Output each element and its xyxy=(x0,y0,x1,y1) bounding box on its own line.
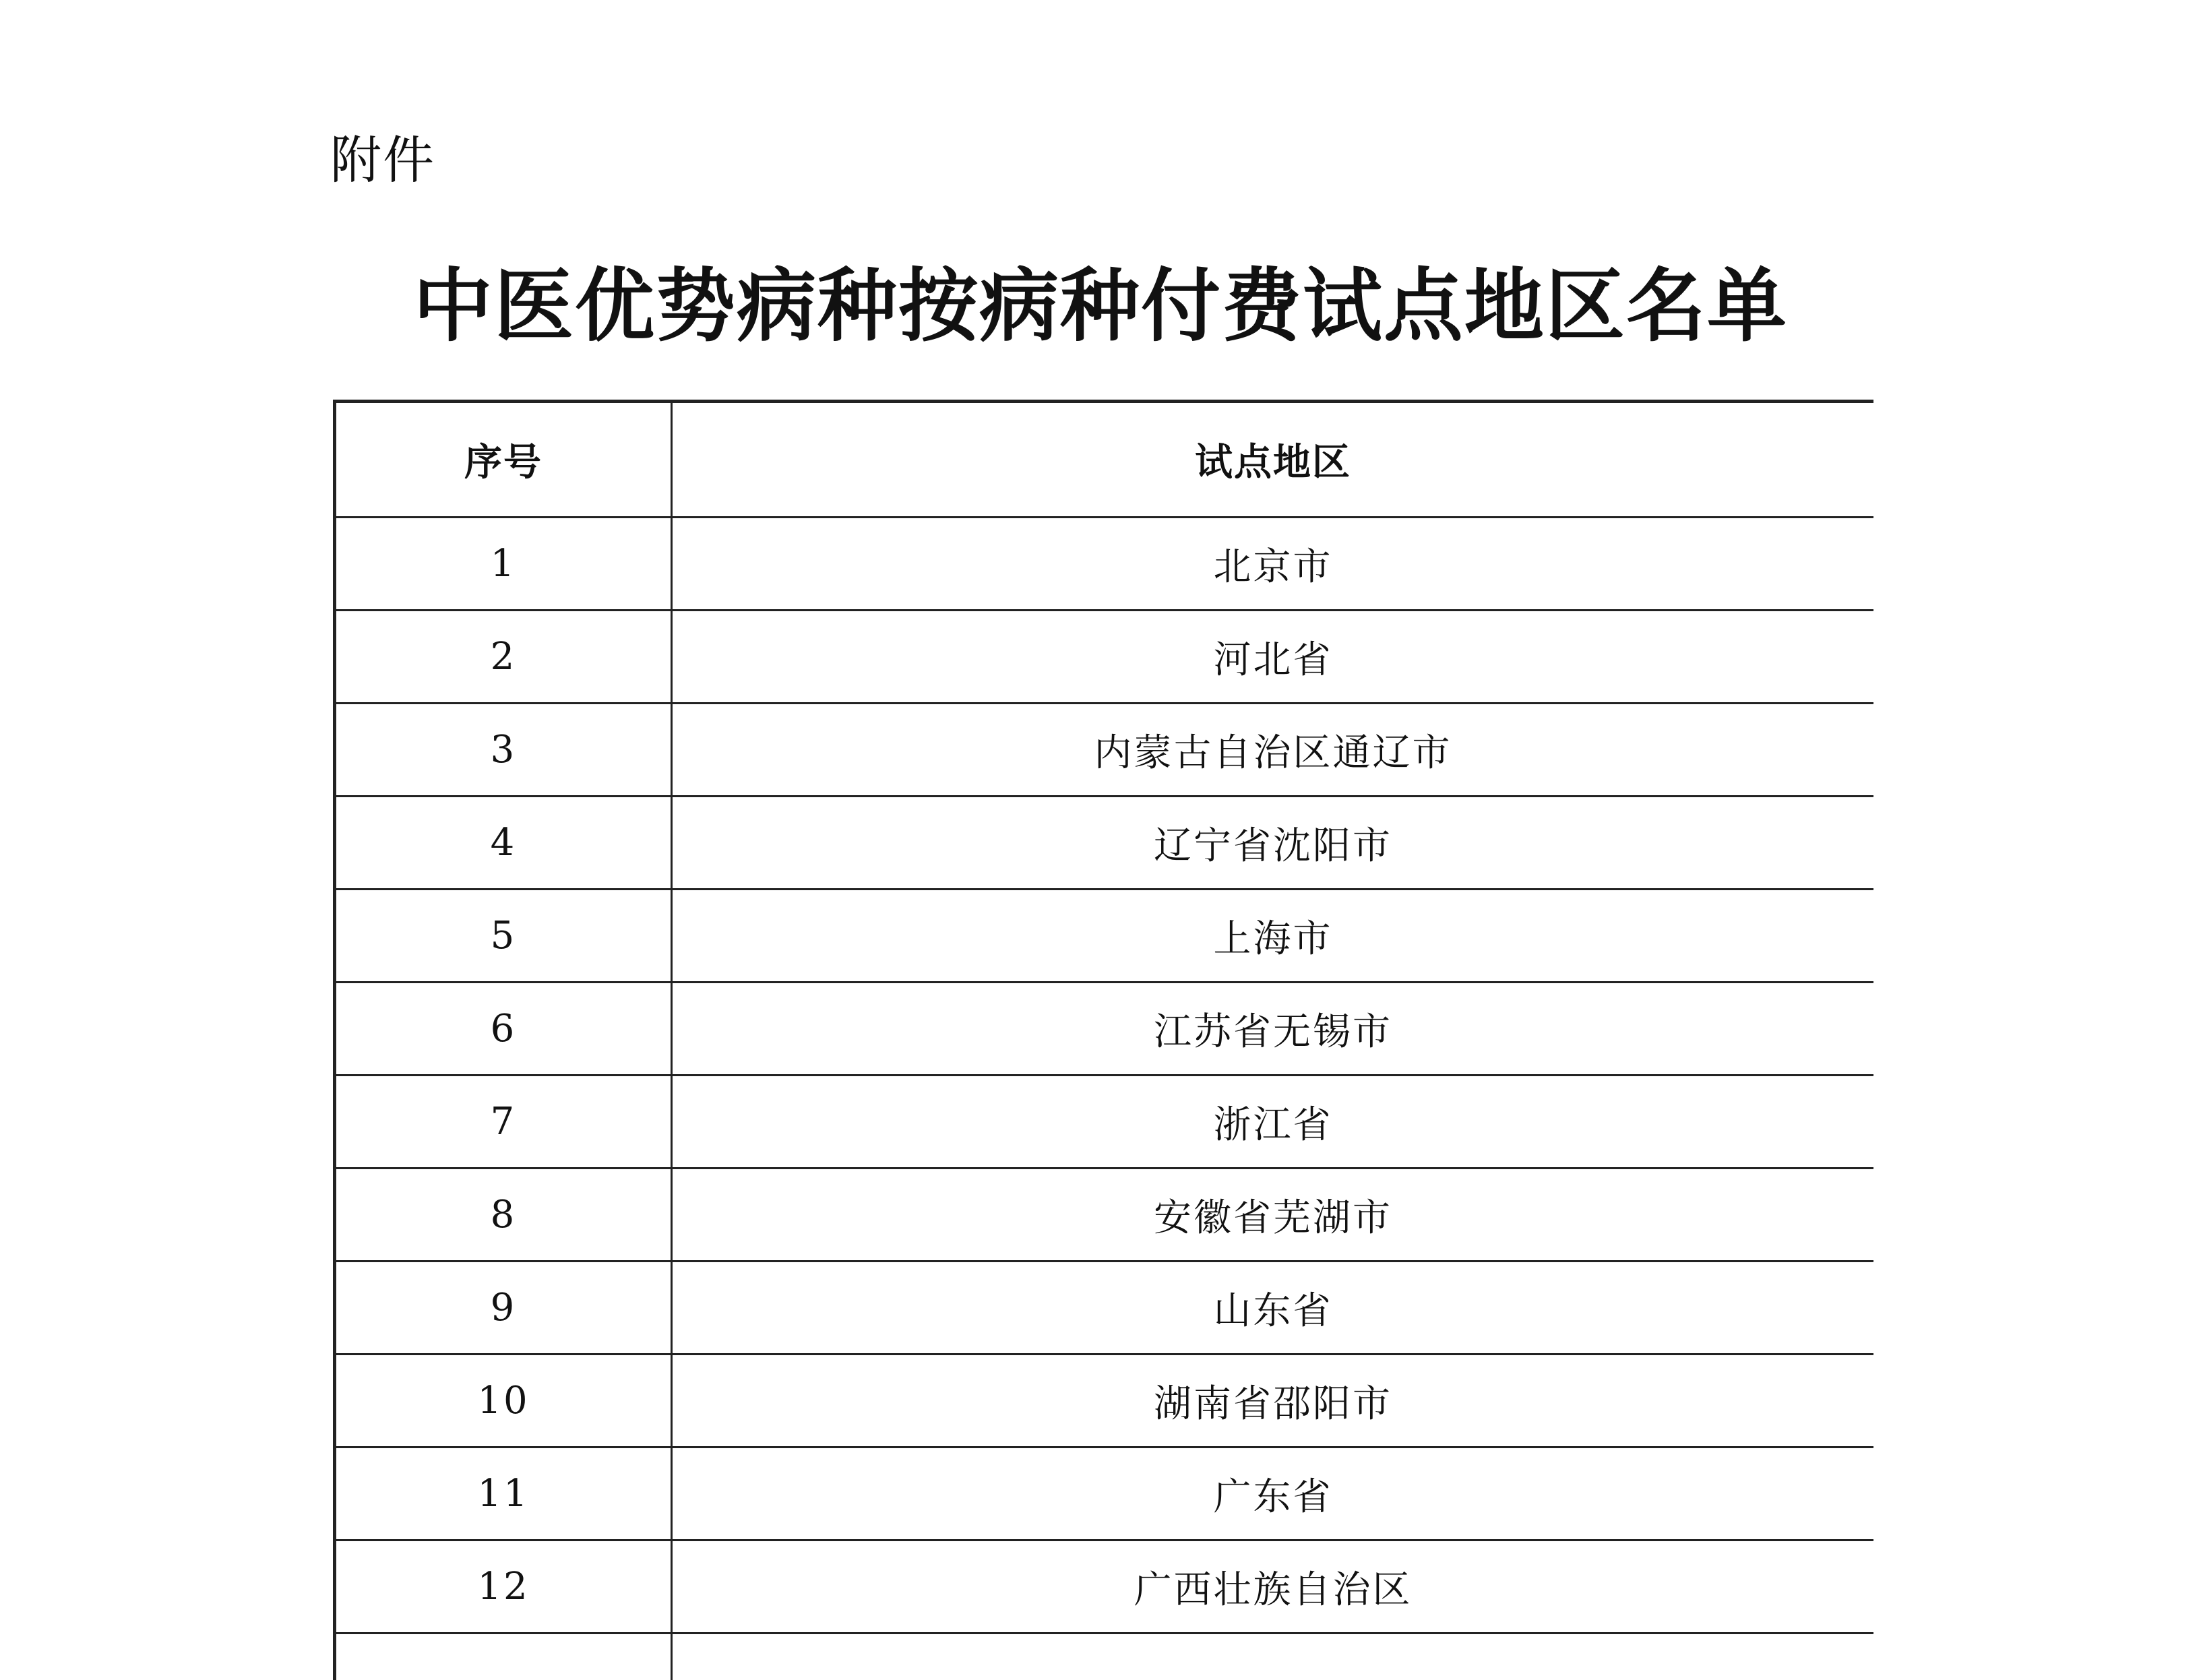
table-row xyxy=(335,611,1874,704)
row-index: 2 xyxy=(335,611,672,704)
row-region: 上海市 xyxy=(672,890,1874,983)
row-region: 安徽省芜湖市 xyxy=(672,1169,1874,1262)
table-header-row xyxy=(335,402,1874,518)
row-index: 12 xyxy=(335,1541,672,1634)
row-index: 5 xyxy=(335,890,672,983)
row-index: 11 xyxy=(335,1448,672,1541)
row-region: 浙江省 xyxy=(672,1076,1874,1169)
table-row xyxy=(335,1076,1874,1169)
table-row xyxy=(335,1262,1874,1355)
row-index: 6 xyxy=(335,983,672,1076)
row-region: 内蒙古自治区通辽市 xyxy=(672,704,1874,797)
page-title: 中医优势病种按病种付费试点地区名单 xyxy=(0,266,2201,346)
table-row xyxy=(335,1541,1874,1634)
row-index: 9 xyxy=(335,1262,672,1355)
row-index: 7 xyxy=(335,1076,672,1169)
row-index: 8 xyxy=(335,1169,672,1262)
row-region: 山东省 xyxy=(672,1262,1874,1355)
table-row xyxy=(335,1355,1874,1448)
row-index: 3 xyxy=(335,704,672,797)
header-index: 序号 xyxy=(335,402,672,518)
row-index: 10 xyxy=(335,1355,672,1448)
table-row xyxy=(335,890,1874,983)
row-region: 辽宁省沈阳市 xyxy=(672,797,1874,890)
table-row xyxy=(335,518,1874,611)
table-row xyxy=(335,1448,1874,1541)
row-index: 1 xyxy=(335,518,672,611)
row-region: 河北省 xyxy=(672,611,1874,704)
table-row xyxy=(335,1169,1874,1262)
row-region: 湖南省邵阳市 xyxy=(672,1355,1874,1448)
table-row xyxy=(335,797,1874,890)
row-region: 广西壮族自治区 xyxy=(672,1541,1874,1634)
table-row xyxy=(335,983,1874,1076)
row-index-empty xyxy=(335,1634,672,1680)
attachment-label: 附件 xyxy=(330,135,435,186)
row-index: 4 xyxy=(335,797,672,890)
row-region: 北京市 xyxy=(672,518,1874,611)
row-region: 江苏省无锡市 xyxy=(672,983,1874,1076)
header-region: 试点地区 xyxy=(672,402,1874,518)
row-region-empty xyxy=(672,1634,1874,1680)
table-row xyxy=(335,704,1874,797)
pilot-region-table xyxy=(333,400,1873,1680)
table-container xyxy=(333,400,1873,1680)
table-row-cut-off xyxy=(335,1634,1874,1680)
row-region: 广东省 xyxy=(672,1448,1874,1541)
